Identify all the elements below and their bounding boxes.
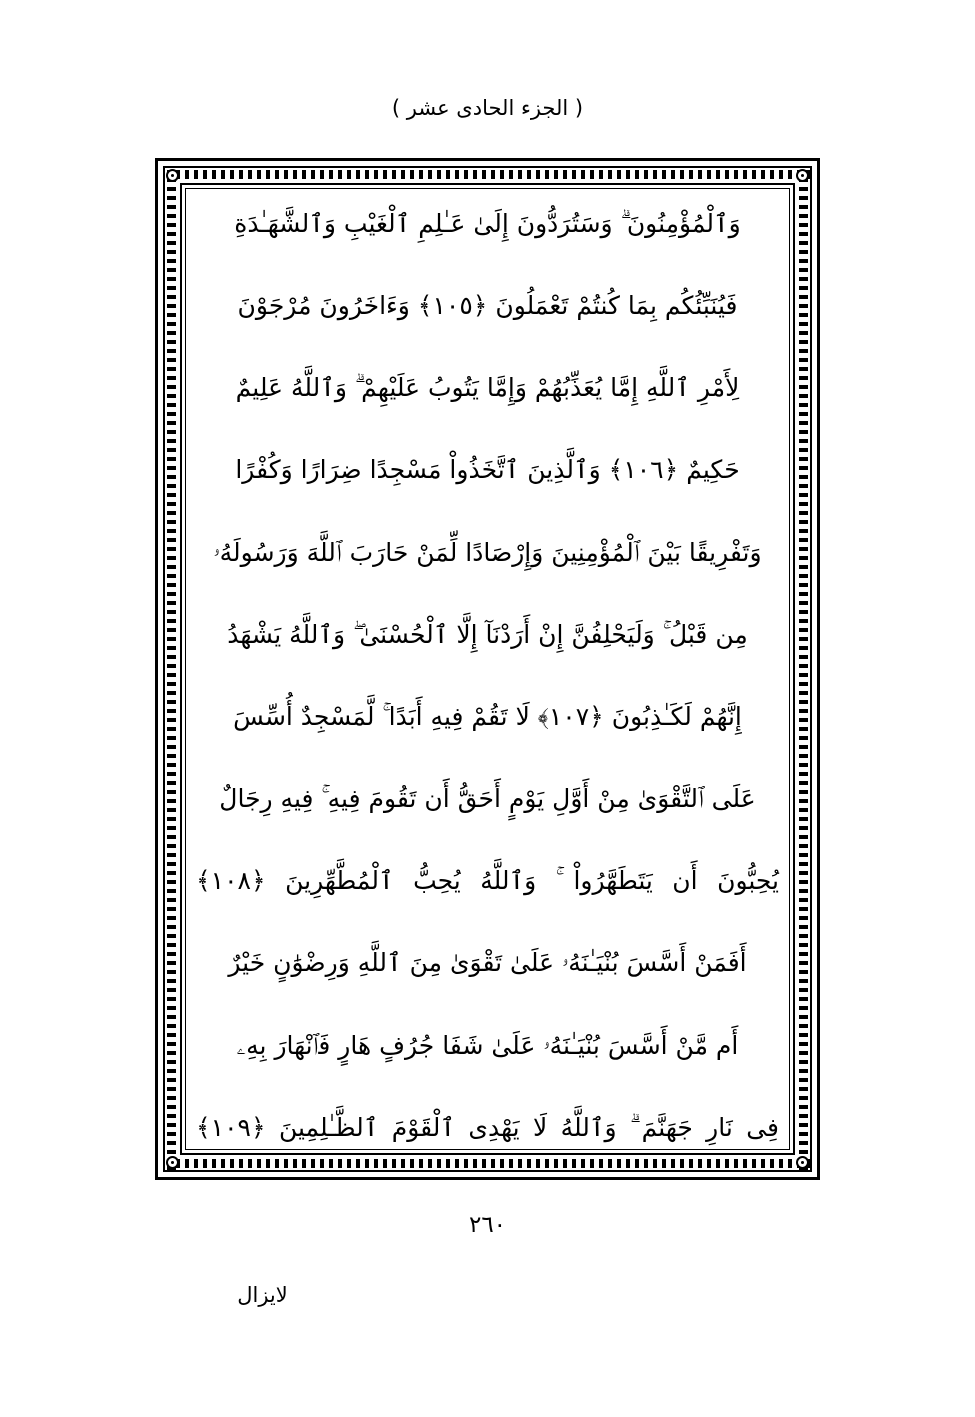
catchword [0, 1283, 975, 1307]
corner-stud-bottom-right [796, 1156, 809, 1169]
quran-line: وَتَفْرِيقًا بَيْنَ ٱلْمُؤْمِنِينَ وَإِرْصَادًا لِّمَنْ حَارَبَ ٱللَّهَ وَرَسُولَهُۥ [213, 537, 762, 567]
catchword-text: لايزال [237, 1283, 288, 1307]
quran-text-block [196, 211, 779, 1141]
quran-line: عَلَى ٱلتَّقْوَىٰ مِنْ أَوَّلِ يَوْمٍ أَحَقُّ أَن تَقُومَ فِيهِ ۚ فِيهِ رِجَالٌ [219, 784, 756, 814]
quran-line: فِى نَارِ جَهَنَّمَ ۗ وَٱللَّهُ لَا يَهْدِى ٱلْقَوْمَ ٱلظَّـٰلِمِينَ ﴿١٠٩﴾ [196, 1112, 779, 1142]
quran-line: لِأَمْرِ ٱللَّهِ إِمَّا يُعَذِّبُهُمْ وَإِمَّا يَتُوبُ عَلَيْهِمْ ۗ وَٱللَّهُ عَلِيمٌ [235, 373, 740, 403]
quran-line: وَٱلْمُؤْمِنُونَ ۗ وَسَتُرَدُّونَ إِلَىٰ عَـٰلِمِ ٱلْغَيْبِ وَٱلشَّهَـٰدَةِ [234, 209, 741, 238]
page-frame [155, 158, 820, 1180]
quran-line: فَيُنَبِّئُكُم بِمَا كُنتُمْ تَعْمَلُونَ ﴿١٠٥﴾ وَءَاخَرُونَ مُرْجَوْنَ [237, 291, 738, 321]
quran-line: أَفَمَنْ أَسَّسَ بُنْيَـٰنَهُۥ عَلَىٰ تَقْوَىٰ مِنَ ٱللَّهِ وَرِضْوَٰنٍ خَيْرٌ [228, 948, 747, 978]
page-number: ٢٦٠ [468, 1212, 507, 1238]
quran-line: مِن قَبْلُ ۚ وَلَيَحْلِفُنَّ إِنْ أَرَدْنَآ إِلَّا ٱلْحُسْنَىٰ ۖ وَٱللَّهُ يَشْهَدُ [227, 619, 748, 649]
quran-line: أَم مَّنْ أَسَّسَ بُنْيَـٰنَهُۥ عَلَىٰ شَفَا جُرُفٍ هَارٍ فَٱنْهَارَ بِهِۦ [236, 1030, 739, 1060]
quran-line: حَكِيمٌ ﴿١٠٦﴾ وَٱلَّذِينَ ٱتَّخَذُواْ مَسْجِدًا ضِرَارًا وَكُفْرًا [235, 455, 740, 485]
quran-line: إِنَّهُمْ لَكَـٰذِبُونَ ﴿١٠٧﴾ لَا تَقُمْ فِيهِ أَبَدًا ۚ لَّمَسْجِدٌ أُسِّسَ [233, 701, 742, 731]
quran-line: يُحِبُّونَ أَن يَتَطَهَّرُواْ ۚ وَٱللَّهُ يُحِبُّ ٱلْمُطَّهِّرِينَ ﴿١٠٨﴾ [196, 866, 779, 896]
corner-stud-top-right [796, 169, 809, 182]
juz-header: ( الجزء الحادى عشر ) [391, 96, 584, 120]
corner-stud-bottom-left [166, 1156, 179, 1169]
corner-stud-top-left [166, 169, 179, 182]
